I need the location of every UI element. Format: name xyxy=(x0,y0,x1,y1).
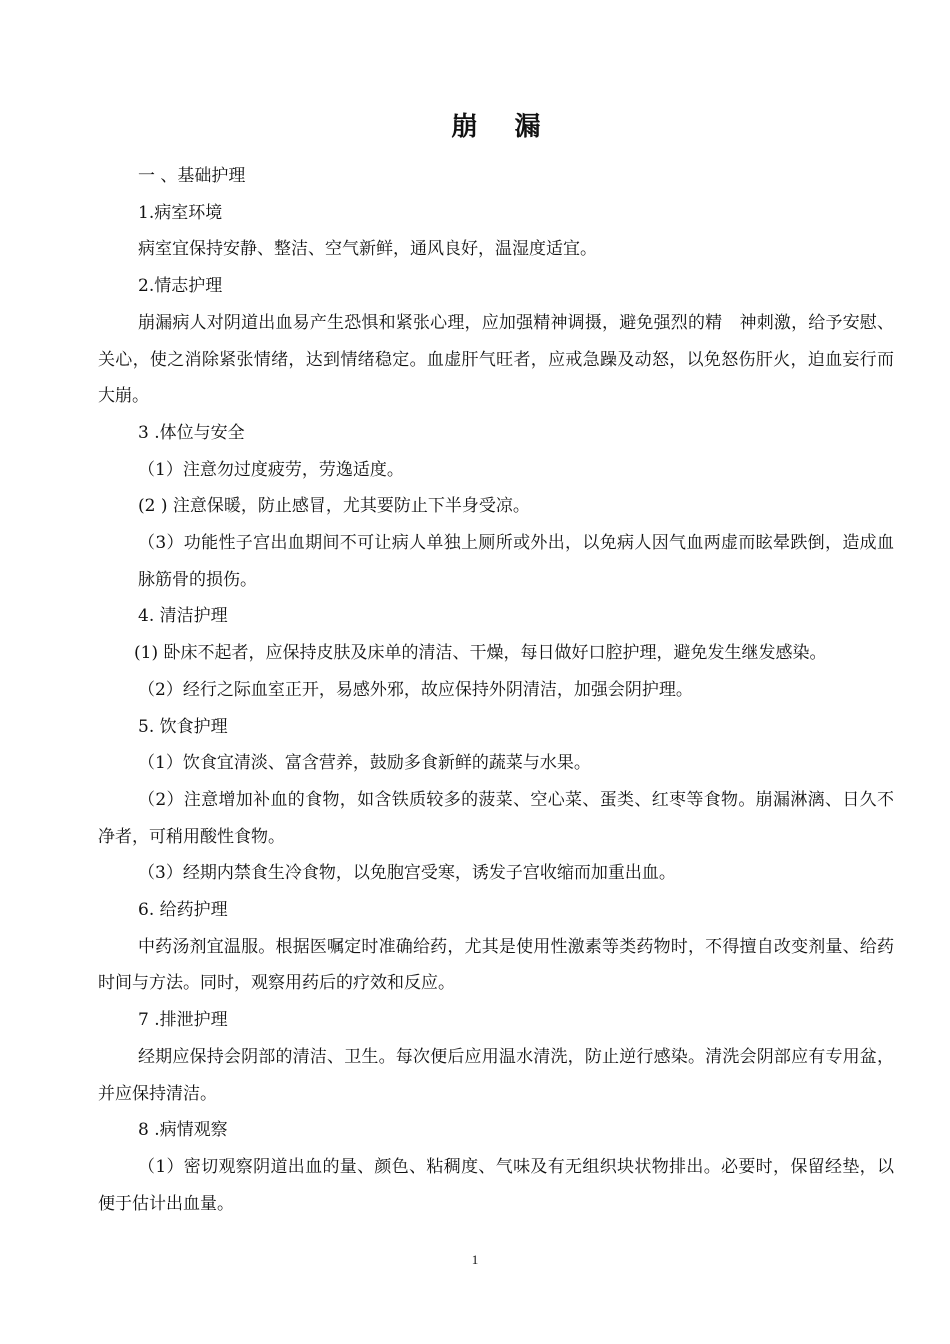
section-heading-basic-care: 一 、基础护理 xyxy=(138,166,246,186)
paragraph-medication-care: 中药汤剂宜温服。根据医嘱定时准确给药，尤其是使用性激素等类药物时，不得擅自改变剂量、给药时间与方法。同时，观察用药后的疗效和反应。 xyxy=(98,936,894,994)
paragraph-ward-environment: 病室宜保持安静、整洁、空气新鲜，通风良好，温湿度适宜。 xyxy=(138,239,597,260)
heading-medication-care: 6. 给药护理 xyxy=(138,900,228,921)
heading-position-safety: 3 .体位与安全 xyxy=(138,422,245,443)
heading-condition-observation: 8 .病情观察 xyxy=(138,1120,228,1141)
item-condition-observation-1: （1）密切观察阴道出血的量、颜色、粘稠度、气味及有无组织块状物排出。必要时，保留经垫，以便于估计出血量。 xyxy=(98,1156,894,1214)
item-diet-care-1: （1）饮食宜清淡、富含营养，鼓励多食新鲜的蔬菜与水果。 xyxy=(138,753,591,774)
paragraph-excretion-care: 经期应保持会阴部的清洁、卫生。每次便后应用温水清洗，防止逆行感染。清洗会阴部应有专用盆，并应保持清洁。 xyxy=(98,1046,894,1104)
item-position-safety-1: （1）注意勿过度疲劳，劳逸适度。 xyxy=(138,459,404,480)
item-cleaning-care-1: (1) 卧床不起者，应保持皮肤及床单的清洁、干燥，每日做好口腔护理，避免发生继发感染。 xyxy=(134,643,827,664)
heading-diet-care: 5. 饮食护理 xyxy=(138,716,228,737)
page-title: 崩 漏 xyxy=(451,112,555,142)
heading-excretion-care: 7 .排泄护理 xyxy=(138,1010,228,1031)
item-diet-care-2: （2）注意增加补血的食物，如含铁质较多的菠菜、空心菜、蛋类、红枣等食物。崩漏淋漓、日久不净者，可稍用酸性食物。 xyxy=(98,789,894,847)
heading-cleaning-care: 4. 清洁护理 xyxy=(138,606,228,627)
page-number: 1 xyxy=(471,1252,479,1267)
paragraph-emotional-care: 崩漏病人对阴道出血易产生恐惧和紧张心理，应加强精神调摄，避免强烈的精 神刺激，给予安慰、关心，使之消除紧张情绪，达到情绪稳定。血虚肝气旺者，应戒急躁及动怒，以免怒伤肝火，迫血妄行而大崩。 xyxy=(98,312,894,407)
item-diet-care-3: （3）经期内禁食生冷食物，以免胞宫受寒，诱发子宫收缩而加重出血。 xyxy=(138,863,676,884)
item-cleaning-care-2: （2）经行之际血室正开，易感外邪，故应保持外阴清洁，加强会阴护理。 xyxy=(138,679,693,700)
heading-ward-environment: 1.病室环境 xyxy=(138,202,223,223)
item-position-safety-2: (2 ) 注意保暖，防止感冒，尤其要防止下半身受凉。 xyxy=(138,496,530,517)
item-position-safety-3: （3）功能性子宫出血期间不可让病人单独上厕所或外出，以免病人因气血两虚而眩晕跌倒，造成血脉筋骨的损伤。 xyxy=(138,533,894,590)
heading-emotional-care: 2.情志护理 xyxy=(138,276,223,297)
